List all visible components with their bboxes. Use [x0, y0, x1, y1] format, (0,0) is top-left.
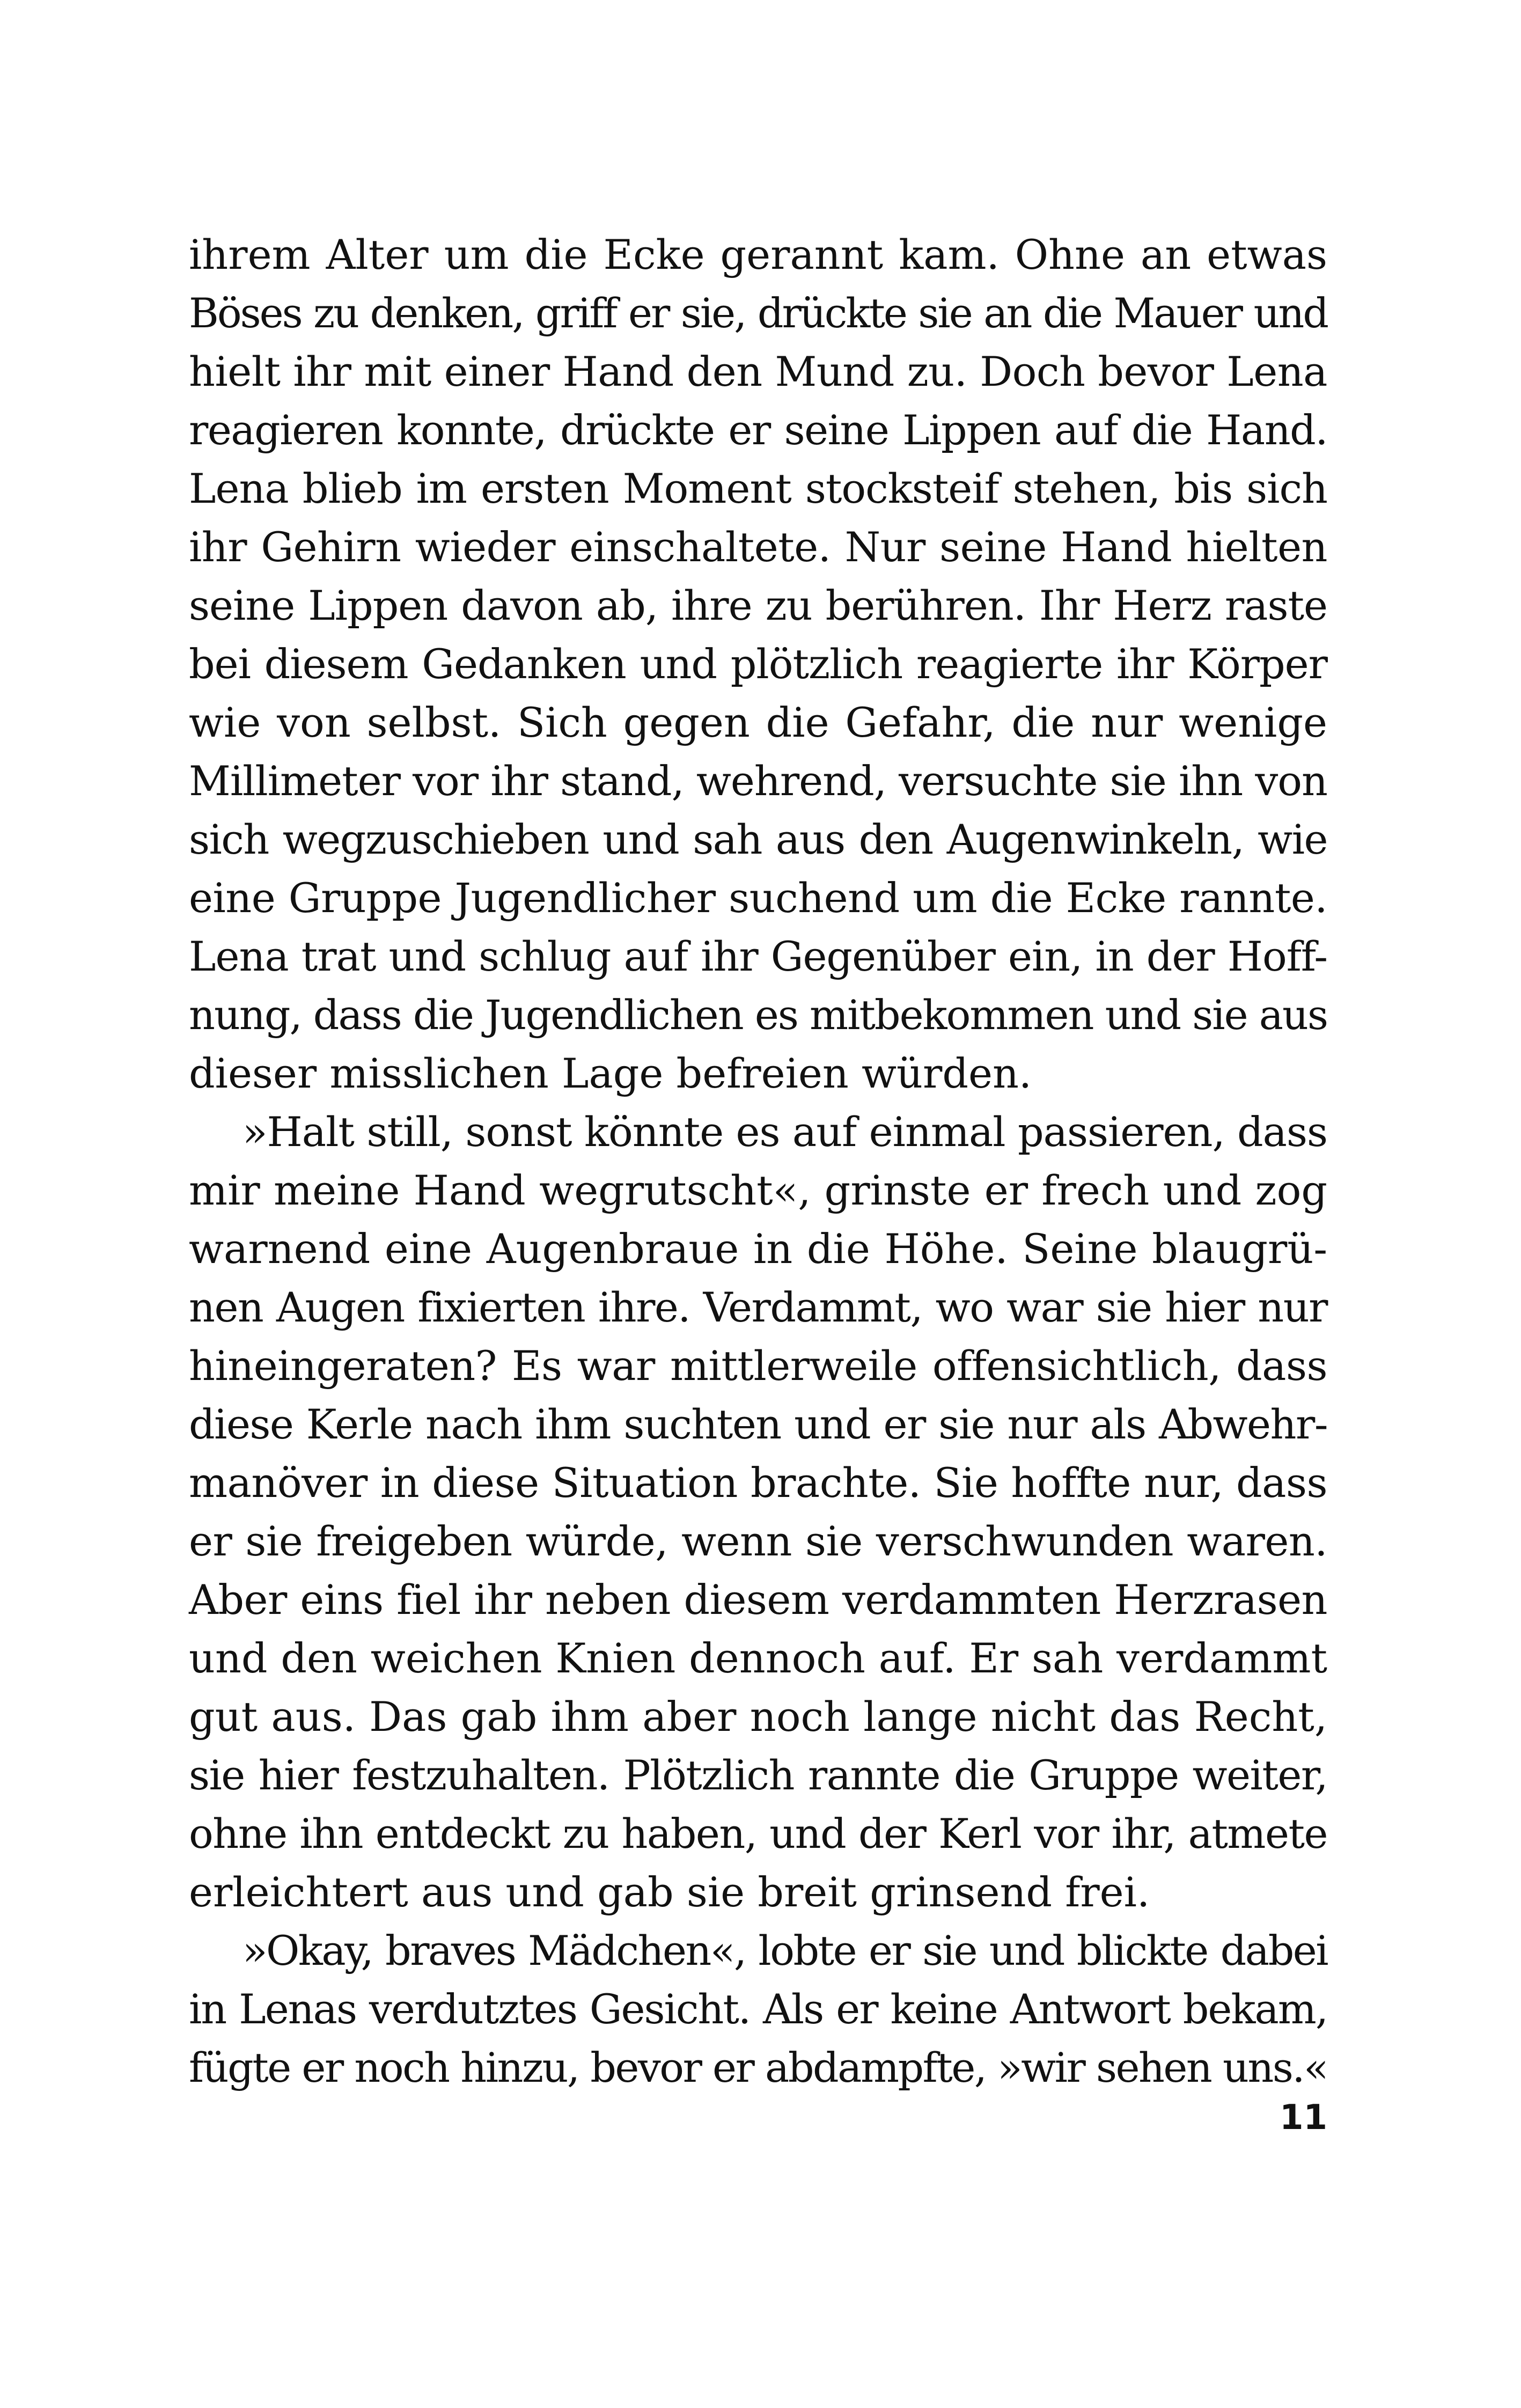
- text-line: sie hier festzuhalten. Plötzlich rannte die Gruppe weiter,: [189, 1751, 1327, 1799]
- text-line: erleichtert aus und gab sie breit grinsend frei.: [189, 1868, 1150, 1916]
- text-line: Lena trat und schlug auf ihr Gegenüber ein, in der Hoff-: [189, 933, 1327, 980]
- text-line: diese Kerle nach ihm suchten und er sie nur als Abwehr-: [189, 1400, 1327, 1448]
- text-line: dieser misslichen Lage befreien würden.: [189, 1049, 1032, 1097]
- text-line: mir meine Hand wegrutscht«, grinste er frech und zog: [189, 1166, 1327, 1214]
- text-line: Aber eins fiel ihr neben diesem verdammten Herzrasen: [189, 1576, 1327, 1624]
- body-text: [189, 225, 1327, 2097]
- text-line: reagieren konnte, drückte er seine Lippen auf die Hand.: [189, 406, 1327, 454]
- text-line: nung, dass die Jugendlichen es mitbekommen und sie aus: [189, 991, 1327, 1039]
- text-line: in Lenas verdutztes Gesicht. Als er keine Antwort bekam,: [189, 1985, 1327, 2033]
- page-number: 11: [1279, 2098, 1327, 2138]
- text-line: ihr Gehirn wieder einschaltete. Nur seine Hand hielten: [189, 523, 1327, 571]
- text-line: Lena blieb im ersten Moment stocksteif stehen, bis sich: [189, 465, 1327, 512]
- text-line: warnend eine Augenbraue in die Höhe. Seine blaugrü-: [189, 1225, 1327, 1273]
- text-line: ihrem Alter um die Ecke gerannt kam. Ohne an etwas: [189, 231, 1327, 278]
- text-line: gut aus. Das gab ihm aber noch lange nicht das Recht,: [189, 1693, 1327, 1741]
- text-line: manöver in diese Situation brachte. Sie hoffte nur, dass: [189, 1459, 1327, 1507]
- text-line: Millimeter vor ihr stand, wehrend, versuchte sie ihn von: [189, 757, 1327, 805]
- text-line: seine Lippen davon ab, ihre zu berühren. Ihr Herz raste: [189, 582, 1327, 629]
- text-line: fügte er noch hinzu, bevor er abdampfte, »wir sehen uns.«: [189, 2044, 1328, 2091]
- text-line: eine Gruppe Jugendlicher suchend um die Ecke rannte.: [189, 874, 1327, 922]
- text-line: »Halt still, sonst könnte es auf einmal passieren, dass: [243, 1108, 1327, 1156]
- text-line: bei diesem Gedanken und plötzlich reagierte ihr Körper: [189, 640, 1327, 688]
- text-line: ohne ihn entdeckt zu haben, und der Kerl vor ihr, atmete: [189, 1810, 1327, 1858]
- text-line: Böses zu denken, griff er sie, drückte sie an die Mauer und: [189, 289, 1327, 337]
- text-line: nen Augen fixierten ihre. Verdammt, wo war sie hier nur: [189, 1283, 1327, 1331]
- text-line: er sie freigeben würde, wenn sie verschwunden waren.: [189, 1517, 1327, 1565]
- text-line: und den weichen Knien dennoch auf. Er sah verdammt: [189, 1634, 1327, 1682]
- text-line: »Okay, braves Mädchen«, lobte er sie und blickte dabei: [243, 1927, 1327, 1974]
- text-line: hielt ihr mit einer Hand den Mund zu. Doch bevor Lena: [189, 348, 1327, 395]
- text-line: sich wegzuschieben und sah aus den Augenwinkeln, wie: [189, 816, 1327, 863]
- text-line: wie von selbst. Sich gegen die Gefahr, die nur wenige: [189, 699, 1327, 746]
- text-line: hineingeraten? Es war mittlerweile offensichtlich, dass: [189, 1342, 1327, 1390]
